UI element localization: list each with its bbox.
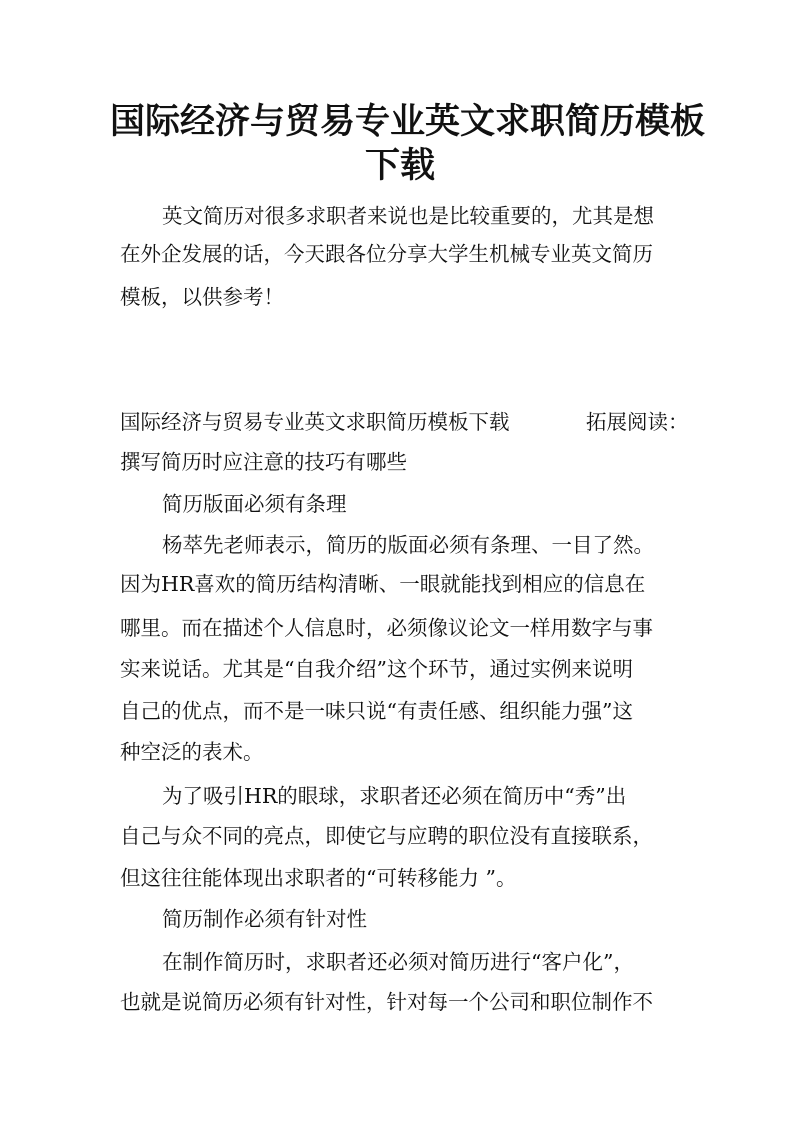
section1-para1-line-6: 种空泛的表术。 xyxy=(120,740,264,764)
section1-para1-line-4: 实来说话。尤其是“自我介绍”这个环节，通过实例来说明 xyxy=(120,657,633,681)
related-title: 国际经济与贸易专业英文求职简历模板下载 xyxy=(120,410,510,434)
document-title-line-2: 下载 xyxy=(364,145,435,186)
section1-para2-line-3: 但这往往能体现出求职者的“可转移能力 ”。 xyxy=(120,866,517,890)
section1-para2-line-2: 自己与众不同的亮点，即使它与应聘的职位没有直接联系， xyxy=(120,824,653,848)
section1-para1-line-3: 哪里。而在描述个人信息时，必须像议论文一样用数字与事 xyxy=(120,616,653,640)
extended-reading-title: 撰写简历时应注意的技巧有哪些 xyxy=(120,450,407,474)
section2-para1-line-1: 在制作简历时，求职者还必须对简历进行“客户化”， xyxy=(162,950,634,974)
document-title-line-1: 国际经济与贸易专业英文求职简历模板 xyxy=(110,101,706,142)
intro-line-3: 模板，以供参考！ xyxy=(120,285,284,309)
section1-para1-line-1: 杨萃先老师表示，简历的版面必须有条理、一目了然。 xyxy=(162,533,654,557)
section1-para1-line-5: 自己的优点，而不是一味只说“有责任感、组织能力强”这 xyxy=(120,699,633,723)
section2-para1-line-2: 也就是说简历必须有针对性，针对每一个公司和职位制作不 xyxy=(120,990,653,1014)
section1-para2-line-1: 为了吸引HR的眼球，求职者还必须在简历中“秀”出 xyxy=(162,784,627,808)
section1-para1-line-2: 因为HR喜欢的简历结构清晰、一眼就能找到相应的信息在 xyxy=(120,572,646,596)
intro-line-1: 英文简历对很多求职者来说也是比较重要的，尤其是想 xyxy=(162,204,654,228)
section-heading-targeted: 简历制作必须有针对性 xyxy=(162,907,367,931)
section-heading-layout: 简历版面必须有条理 xyxy=(162,492,347,516)
extended-reading-label: 拓展阅读： xyxy=(586,410,689,434)
intro-line-2: 在外企发展的话，今天跟各位分享大学生机械专业英文简历 xyxy=(120,242,653,266)
